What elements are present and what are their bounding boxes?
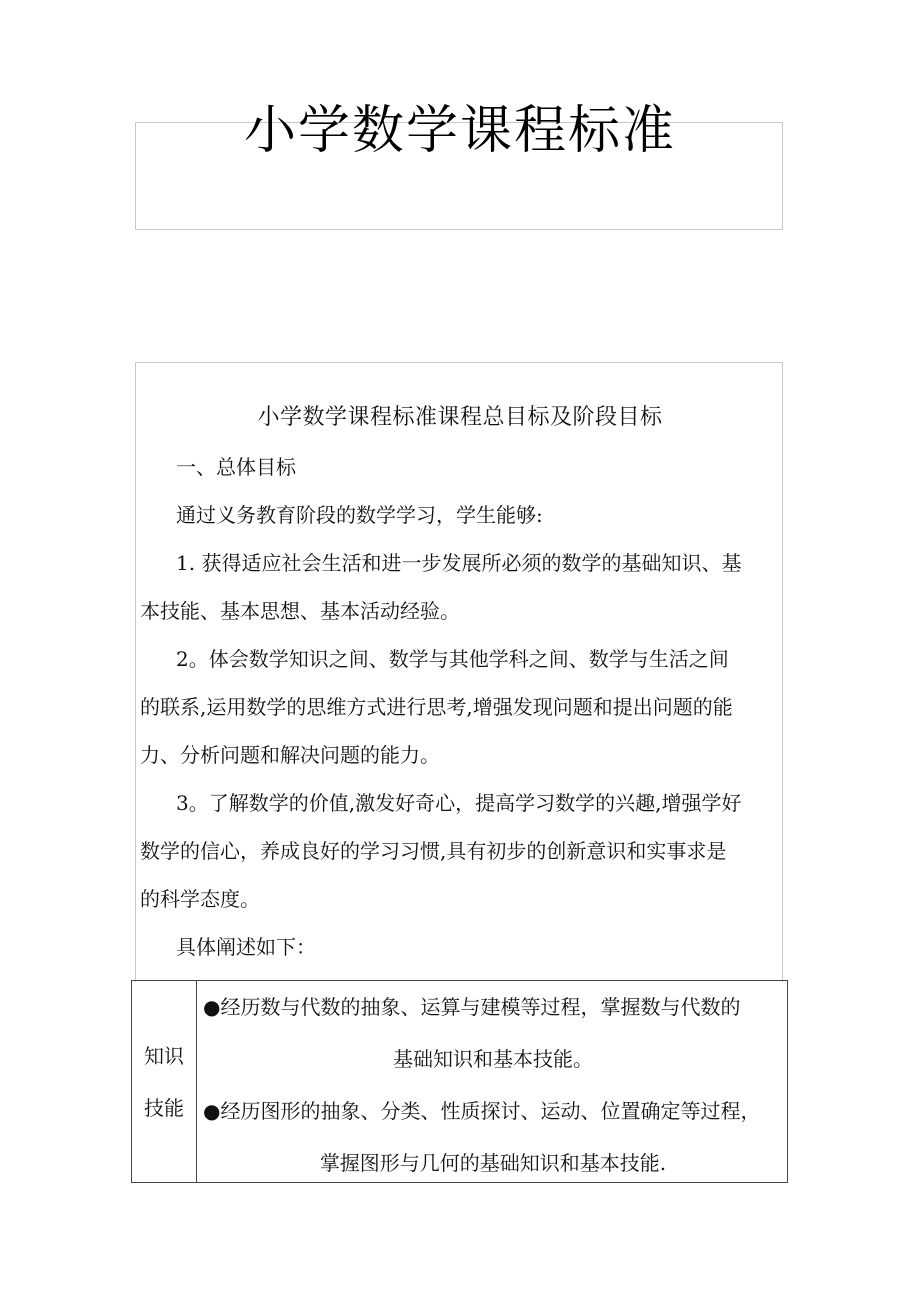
goal-3-line-1: 3。了解数学的价值,激发好奇心，提高学习数学的兴趣,增强学好 [176,791,742,815]
detail-intro: 具体阐述如下： [176,935,316,959]
goal-3-line-3: 的科学态度。 [140,887,260,911]
intro-paragraph: 通过义务教育阶段的数学学习，学生能够: [176,503,543,527]
goal-2-line-3: 力、分析问题和解决问题的能力。 [140,743,440,767]
bullet-1-line-1: ●经历数与代数的抽象、运算与建模等过程，掌握数与代数的 [203,995,741,1019]
table-content-cell [197,981,787,1182]
bullet-2-line-2: 掌握图形与几何的基础知识和基本技能. [319,1151,667,1175]
category-label-line-1: 知识 [144,1043,184,1068]
goals-table [131,980,788,1183]
section-heading: 小学数学课程标准课程总目标及阶段目标 [257,405,663,430]
document-content [140,393,780,971]
category-label-line-2: 技能 [144,1095,184,1120]
goal-1-line-2: 本技能、基本思想、基本活动经验。 [140,599,460,623]
goal-3-line-2: 数学的信心，养成良好的学习习惯,具有初步的创新意识和实事求是 [140,839,727,863]
goal-1-line-1: 1. 获得适应社会生活和进一步发展所必须的数学的基础知识、基 [176,551,742,575]
document-title: 小学数学课程标准 [243,101,676,161]
goal-2-line-2: 的联系,运用数学的思维方式进行思考,增强发现问题和提出问题的能 [140,695,733,719]
goal-2-line-1: 2。体会数学知识之间、数学与其他学科之间、数学与生活之间 [176,647,729,671]
bullet-1-line-2: 基础知识和基本技能。 [393,1047,593,1071]
bullet-2-line-1: ●经历图形的抽象、分类、性质探讨、运动、位置确定等过程， [203,1099,761,1123]
table-category-cell [132,981,197,1182]
section-subheading: 一、总体目标 [176,455,296,479]
